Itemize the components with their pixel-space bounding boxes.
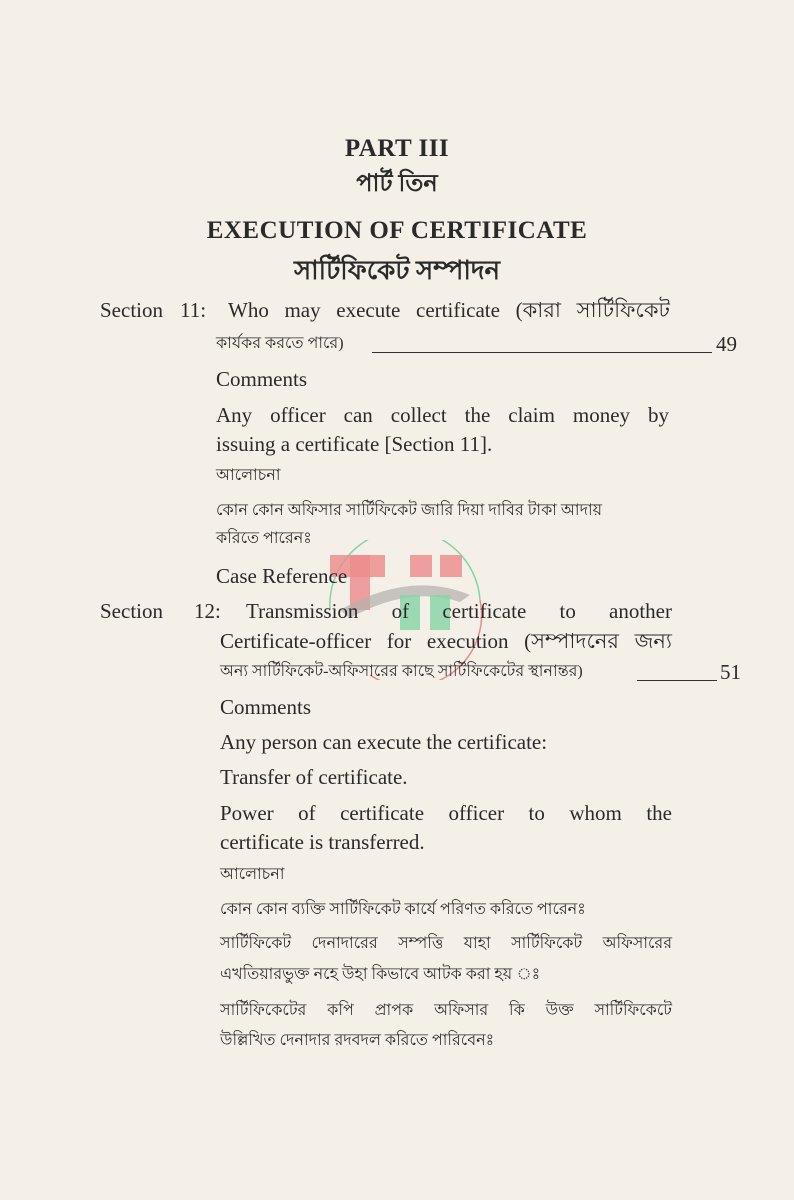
section-label: Section [100,298,163,322]
section-label: Section [100,599,163,623]
case-reference: Case Reference [216,564,348,588]
section-title-cont: Certificate-officer for execution (সম্পাদনের জন্য [220,629,672,653]
alochona-line: কোন কোন অফিসার সার্টিফিকেট জারি দিয়া দাবির টাকা আদায় [216,502,603,519]
comments-label: Comments [216,367,308,391]
comment-line: Power of certificate officer to whom the [220,801,672,825]
section-title-cont: কার্যকর করতে পারে) [216,335,344,352]
comments-label: Comments [220,695,312,719]
comment-line: certificate is transferred. [220,830,425,854]
page-number: 49 [716,332,737,356]
comment-line: Transfer of certificate. [220,765,408,789]
section-number: 11: [180,298,207,322]
part-heading: PART III [344,135,450,162]
section-title-cont: অন্য সার্টিফিকেট-অফিসারের কাছে সার্টিফিকেটের স্থানান্তর) [220,663,583,680]
section-title: Transmission of certificate to another [246,599,672,623]
alochona-line: উল্লিখিত দেনাদার রদবদল করিতে পারিবেনঃ [220,1032,495,1049]
alochona-label: আলোচনা [216,467,281,484]
comment-line: Any person can execute the certificate: [220,730,548,754]
part-heading-bn: পার্ট তিন [356,171,438,197]
section-title: Who may execute certificate (কারা সার্টিফিকেট [228,298,670,322]
alochona-line: কোন কোন ব্যক্তি সার্টিফিকেট কার্যে পরিণত করিতে পারেনঃ [220,901,586,918]
comment-line: Any officer can collect the claim money by [216,403,669,427]
chapter-title-bn: সার্টিফিকেট সম্পাদন [293,256,501,285]
chapter-title: EXECUTION OF CERTIFICATE [206,217,588,244]
alochona-line: করিতে পারেনঃ [216,530,312,547]
alochona-line: সার্টিফিকেট দেনাদারের সম্পত্তি যাহা সার্টিফিকেট অফিসারের [220,935,672,952]
alochona-label: আলোচনা [220,866,285,883]
comment-line: issuing a certificate [Section 11]. [216,432,493,456]
alochona-line: সার্টিফিকেটের কপি প্রাপক অফিসার কি উক্ত সার্টিফিকেটে [220,1002,672,1019]
section-number: 12: [194,599,221,623]
page-number: 51 [720,660,741,684]
leader-line [372,352,712,353]
leader-line [637,680,717,681]
alochona-line: এখতিয়ারভুক্ত নহে উহা কিভাবে আটক করা হয় ঃ [220,966,541,983]
